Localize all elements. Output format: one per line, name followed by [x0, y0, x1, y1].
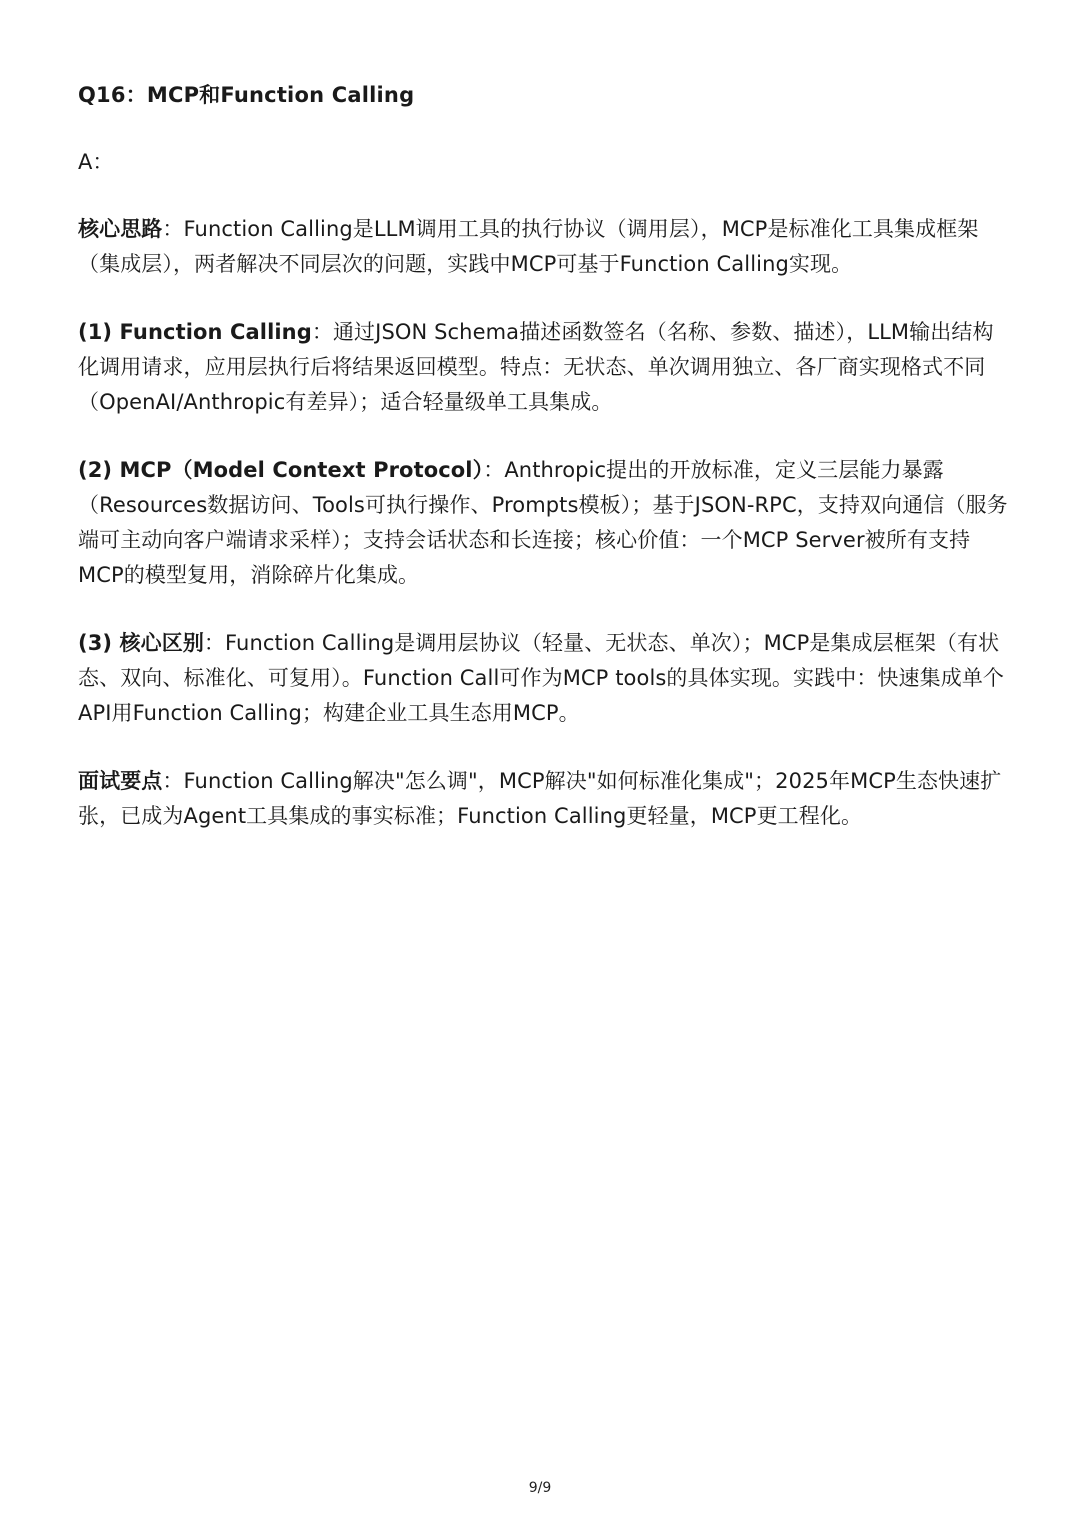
- question-title: Q16：MCP和Function Calling: [78, 83, 415, 107]
- paragraph-label: 核心思路: [78, 217, 163, 241]
- answer-label: A：: [78, 150, 114, 174]
- paragraph-mcp: [78, 453, 1008, 593]
- paragraph-text: ：Function Calling是LLM调用工具的执行协议（调用层），MCP是标准化工具集成框架（集成层），两者解决不同层次的问题，实践中MCP可基于Function Calling实现。: [78, 217, 979, 276]
- paragraph-text: ：Anthropic提出的开放标准，定义三层能力暴露（Resources数据访问、Tools可执行操作、Prompts模板）；基于JSON-RPC，支持双向通信（服务端可主动向客户端请求采样）；支持会话状态和长连接；核心价值：一个MCP Server被所有支持MCP的模型复用，消除碎片化集成。: [78, 458, 1008, 587]
- paragraph-text: ：Function Calling是调用层协议（轻量、无状态、单次）；MCP是集成层框架（有状态、双向、标准化、可复用）。Function Call可作为MCP tools的具体实现。实践中：快速集成单个API用Function Calling；构建企业工具生态用MCP。: [78, 631, 1005, 725]
- paragraph-core-difference: [78, 626, 1008, 731]
- paragraph-label: 面试要点: [78, 769, 163, 793]
- paragraph-text: ：通过JSON Schema描述函数签名（名称、参数、描述），LLM输出结构化调用请求，应用层执行后将结果返回模型。特点：无状态、单次调用独立、各厂商实现格式不同（OpenAI/Anthropic有差异）；适合轻量级单工具集成。: [78, 320, 994, 414]
- page-number: 9/9: [528, 1480, 552, 1496]
- paragraph-core-idea: [78, 212, 1008, 282]
- paragraph-text: ：Function Calling解决"怎么调"，MCP解决"如何标准化集成"；2025年MCP生态快速扩张，已成为Agent工具集成的事实标准；Function Calling更轻量，MCP更工程化。: [78, 769, 1002, 828]
- paragraph-label: (3) 核心区别: [78, 631, 204, 655]
- paragraph-label: (2) MCP（Model Context Protocol）: [78, 458, 484, 482]
- paragraph-label: (1) Function Calling: [78, 320, 312, 344]
- paragraph-function-calling: [78, 315, 1008, 420]
- document-content: [78, 78, 1008, 834]
- paragraph-interview-points: [78, 764, 1008, 834]
